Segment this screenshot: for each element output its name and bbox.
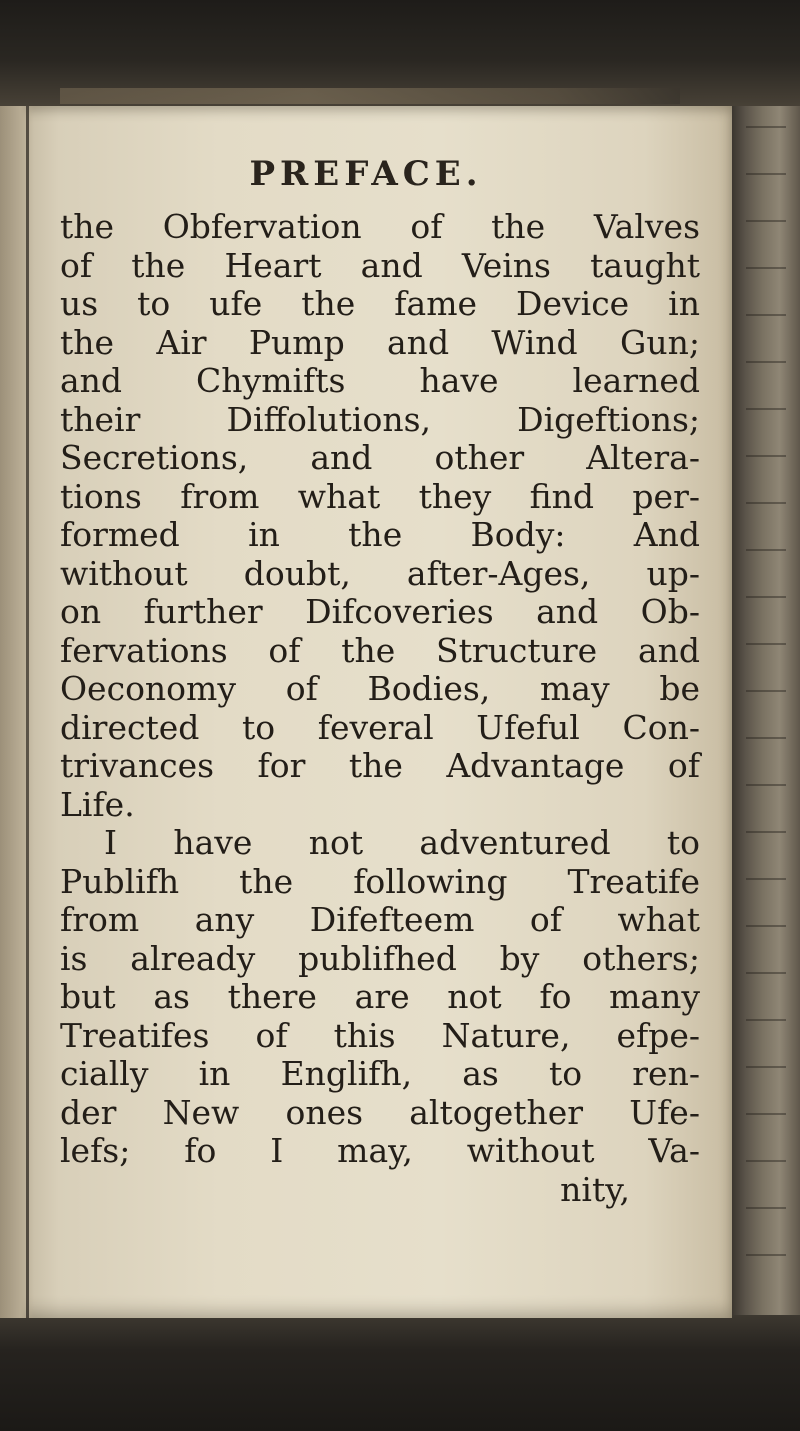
text-line: tions from what they find per- [60,476,700,516]
body-text [60,208,700,1209]
text-line: of the Heart and Veins taught [60,245,700,285]
catchword: nity, [560,1169,630,1209]
text-line: without doubt, after-Ages, up- [60,553,700,593]
text-line: Treatifes of this Nature, efpe- [60,1015,700,1055]
text-line: from any Difefteem of what [60,900,700,939]
text-line: I have not adventured to [104,823,700,862]
page-edge-lines [746,126,786,1296]
text-line: fervations of the Structure and [60,630,700,670]
running-header: PREFACE. [249,154,483,194]
text-line: their Diffolutions, Digeftions; [60,399,700,439]
text-line: the Obfervation of the Valves [60,207,700,246]
scan-bottom-border [0,1315,800,1431]
facing-page-bleed [60,88,680,104]
text-line: Life. [60,784,135,824]
text-line: trivances for the Advantage of [60,746,700,785]
text-line: the Air Pump and Wind Gun; [60,322,700,362]
text-line: cially in Englifh, as to ren- [60,1054,700,1093]
binding-stitch-line [26,106,29,1318]
text-line: is already publifhed by others; [60,938,700,978]
book-page [0,106,732,1318]
text-line: Oeconomy of Bodies, may be [60,669,700,708]
text-line: directed to feveral Ufeful Con- [60,707,700,747]
text-line: us to ufe the fame Device in [60,284,700,323]
text-line: formed in the Body: And [60,515,700,554]
text-line: Secretions, and other Altera- [60,438,700,477]
page-edge-stack [732,106,800,1318]
text-line: on further Difcoveries and Ob- [60,592,700,631]
text-line: lefs; fo I may, without Va- [60,1131,700,1170]
text-line: and Chymifts have learned [60,361,700,400]
scan-top-border [0,0,800,110]
text-line: Publifh the following Treatife [60,861,700,901]
text-line: der New ones altogether Ufe- [60,1092,700,1132]
text-line: but as there are not fo many [60,977,700,1016]
